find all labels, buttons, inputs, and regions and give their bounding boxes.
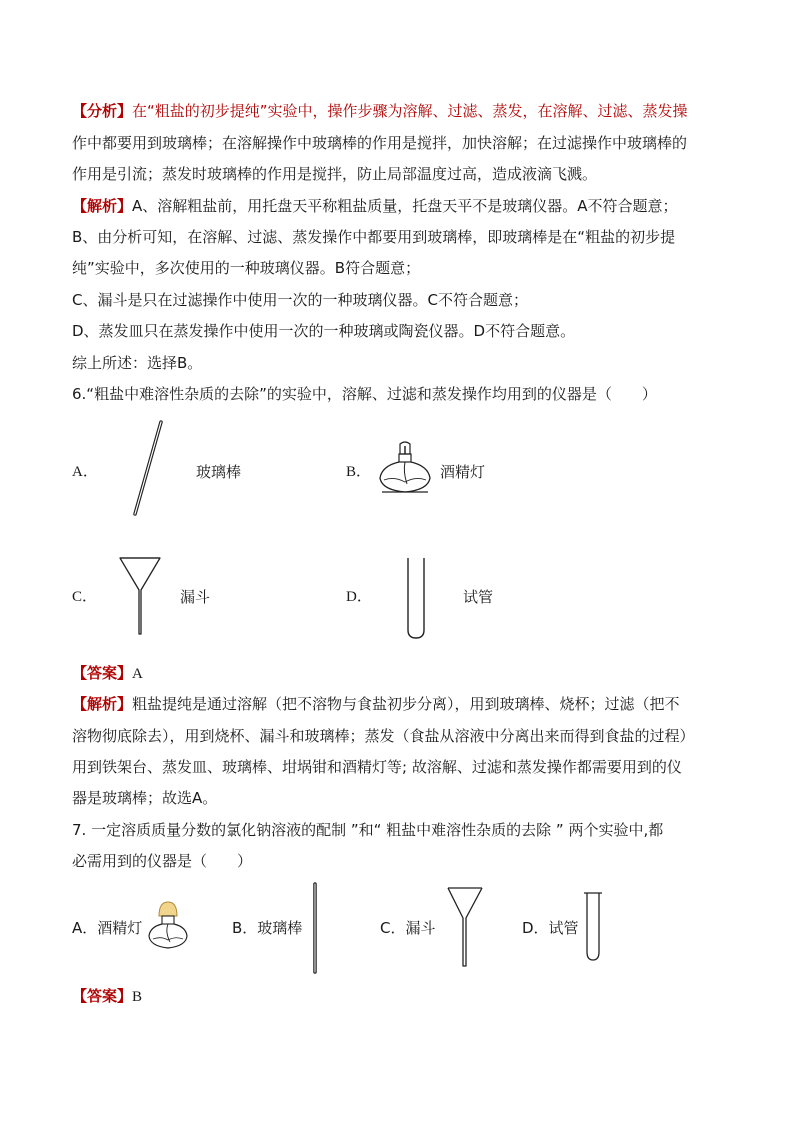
q6-option-b-label: 酒精灯 [440,463,486,481]
explanation1-line-6: 综上所述：选择B。 [72,354,203,372]
explanation1-tag: 【解析】 [72,197,133,215]
analysis-line-2: 作中都要用到玻璃棒；在溶解操作中玻璃棒的作用是搅拌，加快溶解；在过滤操作中玻璃棒的 [72,134,688,152]
explanation1-line-1 [72,196,678,216]
q7-option-b: B．玻璃棒 [232,919,303,937]
test-tube-icon [582,890,604,964]
explanation1-line-4: C、漏斗是只在过滤操作中使用一次的一种玻璃仪器。C不符合题意； [72,291,528,309]
q6-option-c-letter: C． [72,589,98,605]
q6-explain-line-4: 器是玻璃棒；故选A。 [72,789,218,807]
q7-answer [72,986,142,1007]
q7-answer-tag: 【答案】 [72,987,133,1005]
q6-option-d-label: 试管 [463,588,494,606]
q7-option-a: A．酒精灯 [72,919,143,937]
q6-answer-tag: 【答案】 [72,664,133,682]
q7-option-d: D．试管 [522,919,579,937]
q6-answer-value: A [132,666,143,682]
q6-explain-line-1 [72,694,680,714]
q6-explain-line-3: 用到铁架台、蒸发皿、玻璃棒、坩埚钳和酒精灯等; 故溶解、过滤和蒸发操作都需要用到的仪 [72,758,682,776]
analysis-text: 在“粗盐的初步提纯”实验中，操作步骤为溶解、过滤、蒸发，在溶解、过滤、蒸发操 [132,102,688,120]
q6-answer [72,663,143,684]
glass-rod-icon [125,418,175,520]
q6-explain-line-2: 溶物彻底除去），用到烧杯、漏斗和玻璃棒；蒸发（食盐从溶液中分离出来而得到食盐的过程） [72,727,695,745]
explanation1-line-5: D、蒸发皿只在蒸发操作中使用一次的一种玻璃或陶瓷仪器。D不符合题意。 [72,322,576,340]
q6-option-a-label: 玻璃棒 [196,463,242,481]
funnel-icon [446,886,484,970]
explanation1-line-2: B、由分析可知，在溶解、过滤、蒸发操作中都要用到玻璃棒，即玻璃棒是在“粗盐的初步提 [72,228,676,246]
glass-rod-icon [310,882,320,974]
q6-option-d-letter: D． [346,589,372,605]
analysis-tag: 【分析】 [72,102,133,120]
q7-stem-line-1: 7. 一定溶质质量分数的氯化钠溶液的配制 ”和“ 粗盐中难溶性杂质的去除 ” 两个实验中,都 [72,821,664,839]
q6-explain-text: 粗盐提纯是通过溶解（把不溶物与食盐初步分离），用到玻璃棒、烧杯；过滤（把不 [132,695,680,713]
q6-explain-tag: 【解析】 [72,695,133,713]
test-tube-icon [402,556,430,642]
explanation1-text: A、溶解粗盐前，用托盘天平称粗盐质量，托盘天平不是玻璃仪器。A不符合题意； [132,197,678,215]
q6-option-a-letter: A． [72,464,98,480]
alcohol-lamp-icon [146,898,190,954]
q7-option-c: C．漏斗 [380,919,436,937]
analysis-line-3: 作用是引流；蒸发时玻璃棒的作用是搅拌，防止局部温度过高，造成液滴飞溅。 [72,165,598,183]
funnel-icon [118,556,162,638]
alcohol-lamp-icon [376,440,436,500]
analysis-line-1 [72,101,688,121]
explanation1-line-3: 纯”实验中，多次使用的一种玻璃仪器。B符合题意； [72,259,421,277]
q6-option-b-letter: B． [346,464,372,480]
q6-option-c-label: 漏斗 [180,588,211,606]
q6-stem: 6.“粗盐中难溶性杂质的去除”的实验中，溶解、过滤和蒸发操作均用到的仪器是（ ） [72,385,657,403]
q7-answer-value: B [132,989,143,1005]
q7-stem-line-2: 必需用到的仪器是（ ） [72,852,253,870]
